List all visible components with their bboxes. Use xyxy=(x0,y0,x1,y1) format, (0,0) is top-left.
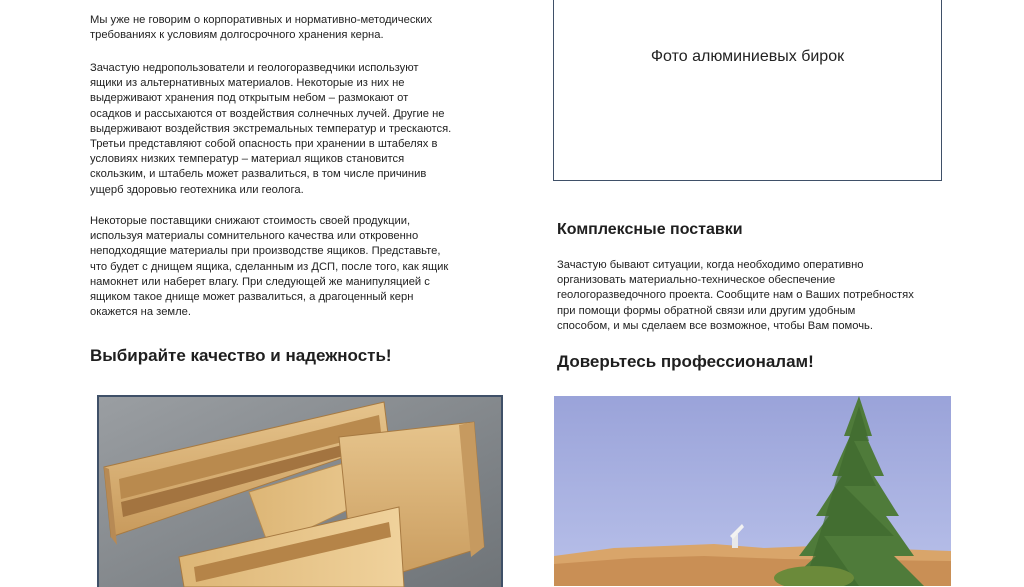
quality-heading: Выбирайте качество и надежность! xyxy=(90,346,392,365)
trust-professionals-heading: Доверьтесь профессионалам! xyxy=(557,352,814,371)
intro-paragraph: Мы уже не говорим о корпоративных и нормативно-методических требованиях к условиям долгосрочного хранения керна. xyxy=(90,14,433,42)
landscape-photo xyxy=(554,396,951,586)
complex-supplies-title: Комплексные поставки xyxy=(557,221,743,238)
suppliers-paragraph: Некоторые поставщики снижают стоимость своей продукции, используя материалы сомнительного качества или откровенно неподходящие материалы при производстве ящиков. Представьте, что будет с днищем ящика, сделанным из ДСП, после того, как ящик намокнет или наберет влагу. При следующей же манипуляцией с ящиком такое днище может развалиться, а драгоценный керн окажется на земле. xyxy=(90,215,449,319)
landscape-illustration xyxy=(554,396,951,586)
complex-supplies-paragraph: Зачастую бывают ситуации, когда необходимо оперативно организовать материально-техническое обеспечение геологоразведочного проекта. Сообщите нам о Ваших потребностях при помощи формы обратной связи или другим удобным способом, и мы сделаем все возможное, чтобы Вам помочь. xyxy=(557,259,914,332)
alternative-materials-paragraph: Зачастую недропользователи и геологоразведчики используют ящики из альтернативных материалов. Некоторые из них не выдерживают хранения под открытым небом – размокают от осадков и рассыхаются от воздействия солнечных лучей. Другие не выдерживают воздействия экстремальных температур и трескаются. Третьи представляют собой опасность при хранении в штабелях в условиях низких температур – материал ящиков становится скользким, и штабель может развалиться, в том числе причинив ущерб здоровью геотехника или геолога. xyxy=(90,62,452,196)
wooden-boxes-illustration xyxy=(99,397,501,587)
photo-placeholder-caption: Фото алюминиевых бирок xyxy=(650,48,845,65)
photo-placeholder-frame xyxy=(553,0,942,181)
wooden-core-boxes-photo xyxy=(97,395,503,587)
